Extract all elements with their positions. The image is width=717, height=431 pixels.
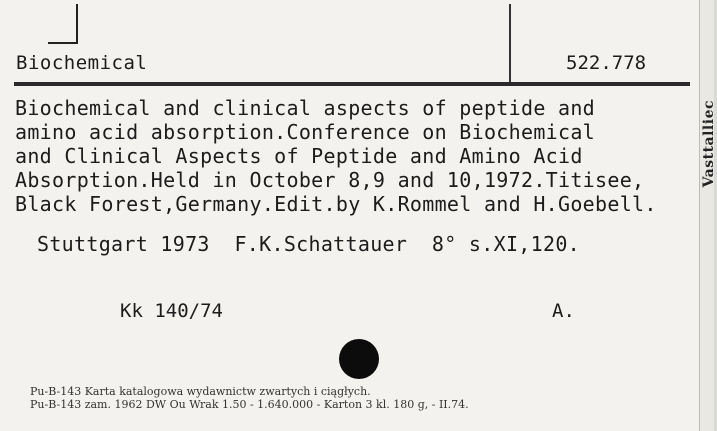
adjacent-card-text: Vasttalliec [701, 100, 717, 188]
description-line: and Clinical Aspects of Peptide and Amino Acid [15, 144, 583, 168]
bibliographic-description [15, 96, 705, 216]
shelf-mark: Kk 140/74 [120, 300, 223, 322]
description-line: amino acid absorption.Conference on Biochemical [15, 120, 596, 144]
acquisition-letter: A. [552, 300, 575, 322]
subject-heading: Biochemical [16, 52, 148, 74]
punch-hole [339, 339, 379, 379]
imprint-line: Stuttgart 1973 F.K.Schattauer 8° s.XI,120. [37, 232, 581, 256]
frame-mark-vertical [76, 4, 78, 42]
frame-mark-horizontal [48, 42, 78, 44]
call-number: 522.778 [566, 52, 647, 74]
description-line: Absorption.Held in October 8,9 and 10,1972.Titisee, [15, 168, 645, 192]
description-line: Black Forest,Germany.Edit.by K.Rommel and H.Goebell. [15, 192, 657, 216]
column-divider [509, 4, 511, 84]
header-rule [14, 82, 690, 86]
description-line: Biochemical and clinical aspects of peptide and [15, 96, 596, 120]
printer-imprint-line: Pu-B-143 Karta katalogowa wydawnictw zwartych i ciągłych. [30, 385, 371, 398]
adjacent-card-edge [699, 0, 717, 431]
printer-imprint-line: Pu-B-143 zam. 1962 DW Ou Wrak 1.50 - 1.640.000 - Karton 3 kl. 180 g, - II.74. [30, 398, 469, 411]
